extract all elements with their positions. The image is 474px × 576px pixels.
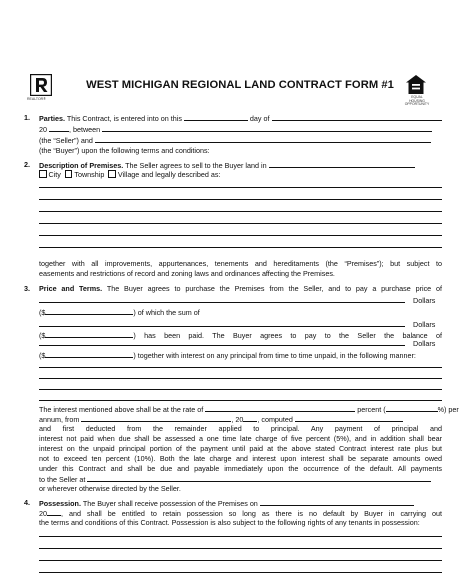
section-3-text: The interest mentioned above shall be at the rate of bbox=[39, 405, 204, 414]
section-4-line-2 bbox=[39, 508, 442, 518]
interest-start-date-field[interactable] bbox=[81, 414, 231, 422]
payment-terms-line[interactable] bbox=[39, 389, 442, 390]
section-3-text: ) together with interest on any principal from time to time unpaid, in the following manner: bbox=[133, 351, 416, 360]
city-checkbox[interactable] bbox=[39, 170, 47, 178]
legal-description-line[interactable] bbox=[39, 211, 442, 212]
section-3-text: to the Seller at bbox=[39, 475, 86, 484]
section-3-text: ($ bbox=[39, 308, 46, 317]
section-1-heading: Parties. bbox=[39, 114, 65, 123]
section-3-text: ) of which the sum of bbox=[133, 308, 200, 317]
legal-description-line[interactable] bbox=[39, 235, 442, 236]
section-3-text: ) has been paid. The Buyer agrees to pay to the Seller the balance of bbox=[133, 331, 442, 340]
legal-description-line[interactable] bbox=[39, 223, 442, 224]
section-3-line-4 bbox=[39, 350, 416, 360]
section-3-text: ($ bbox=[39, 331, 46, 340]
section-2-line-2 bbox=[39, 170, 220, 179]
section-2-text: The Seller agrees to sell to the Buyer land in bbox=[125, 161, 267, 170]
section-3-paragraph-6 bbox=[39, 474, 431, 484]
tenant-rights-line[interactable] bbox=[39, 548, 442, 549]
township-checkbox[interactable] bbox=[65, 170, 73, 178]
section-4-number: 4. bbox=[24, 498, 30, 507]
payment-terms-line[interactable] bbox=[39, 400, 442, 401]
section-3-text: , 20 bbox=[231, 415, 244, 424]
section-3-paragraph-1: and first deducted from the remainder applied to principal. Any payment of principal and bbox=[39, 424, 442, 433]
section-4-text: 20 bbox=[39, 509, 47, 518]
section-3-paragraph-2: interest not paid when due shall be assessed a one time late charge of five percent (5%), and in addition shall bear bbox=[39, 434, 442, 443]
payment-terms-line[interactable] bbox=[39, 378, 442, 379]
village-label: Village bbox=[117, 170, 140, 179]
dollars-label: Dollars bbox=[413, 320, 436, 329]
buyer-name-field[interactable] bbox=[95, 135, 431, 143]
section-1-line-1 bbox=[39, 113, 442, 123]
village-checkbox[interactable] bbox=[108, 170, 116, 178]
section-3-paragraph-7: or wherever otherwise directed by the Seller. bbox=[39, 484, 181, 493]
section-3-line-1 bbox=[39, 284, 442, 293]
section-1-number: 1. bbox=[24, 113, 30, 122]
section-3-interest-line-2 bbox=[39, 414, 403, 424]
payment-address-field[interactable] bbox=[87, 474, 431, 482]
tenant-rights-line[interactable] bbox=[39, 572, 442, 573]
amount-paid-words-field[interactable] bbox=[39, 326, 405, 327]
section-2-heading: Description of Premises. bbox=[39, 161, 124, 170]
contract-day-field[interactable] bbox=[184, 113, 248, 121]
balance-words-field[interactable] bbox=[39, 345, 405, 346]
interest-rate-words-field[interactable] bbox=[205, 404, 355, 412]
section-3-text: percent ( bbox=[357, 405, 386, 414]
dollars-label: Dollars bbox=[413, 339, 436, 348]
tenant-rights-line[interactable] bbox=[39, 536, 442, 537]
possession-year-field[interactable] bbox=[47, 508, 61, 516]
section-1-line-3 bbox=[39, 135, 431, 145]
section-1-text: , between bbox=[69, 125, 101, 134]
section-3-line-2 bbox=[39, 307, 200, 317]
land-location-field[interactable] bbox=[269, 160, 415, 168]
purchase-price-words-field[interactable] bbox=[39, 302, 405, 303]
section-2-line-1 bbox=[39, 160, 415, 170]
section-1-text: This Contract, is entered into on this bbox=[66, 114, 182, 123]
section-3-number: 3. bbox=[24, 284, 30, 293]
section-1-line-2 bbox=[39, 124, 432, 134]
possession-date-field[interactable] bbox=[260, 498, 414, 506]
section-3-paragraph-5: under this Contract and shall be due and payable immediately upon the occurrence of the default. All payments bbox=[39, 464, 442, 473]
equal-housing-icon bbox=[405, 74, 427, 96]
city-label: City bbox=[48, 170, 61, 179]
contract-month-field[interactable] bbox=[272, 113, 442, 121]
section-3-text: %) per bbox=[437, 405, 459, 414]
section-2-number: 2. bbox=[24, 160, 30, 169]
section-4-text: , and shall be entitled to retain possession so long as there is no default by Buyer in carrying out bbox=[61, 509, 442, 518]
interest-computation-field[interactable] bbox=[295, 414, 403, 422]
section-3-interest-line-1 bbox=[39, 404, 459, 414]
contract-year-field[interactable] bbox=[49, 124, 69, 132]
section-3-text: , computed bbox=[257, 415, 293, 424]
interest-rate-percent-field[interactable] bbox=[386, 404, 438, 412]
section-4-line-3: the terms and conditions of this Contract. Possession is also subject to the following rights of any tenants in possession: bbox=[39, 518, 420, 527]
section-1-text: day of bbox=[249, 114, 270, 123]
realtor-logo-caption: REALTOR® bbox=[27, 97, 46, 101]
purchase-price-amount-field[interactable] bbox=[45, 307, 133, 315]
section-4-line-1 bbox=[39, 498, 414, 508]
township-label: Township bbox=[74, 170, 105, 179]
section-2-line-4: easements and restrictions of record and zoning laws and ordinances affecting the Premises. bbox=[39, 269, 335, 278]
legal-description-line[interactable] bbox=[39, 187, 442, 188]
section-1-line-4: (the “Buyer”) upon the following terms and conditions: bbox=[39, 146, 210, 155]
equal-housing-caption: EQUAL HOUSING OPPORTUNITY bbox=[404, 95, 430, 107]
section-3-text: The Buyer agrees to purchase the Premises from the Seller, and to pay a purchase price of bbox=[106, 284, 443, 293]
section-3-text: ($ bbox=[39, 351, 46, 360]
legal-description-line[interactable] bbox=[39, 247, 442, 248]
section-3-text: annum, from bbox=[39, 415, 80, 424]
form-title: WEST MICHIGAN REGIONAL LAND CONTRACT FORM #1 bbox=[86, 79, 394, 91]
section-3-paragraph-4: not to exceed ten percent (10%). Both the late charge and interest upon interest shall be separate amounts owed bbox=[39, 454, 442, 463]
balance-amount-field[interactable] bbox=[45, 350, 133, 358]
seller-name-field[interactable] bbox=[102, 124, 432, 132]
legal-description-line[interactable] bbox=[39, 199, 442, 200]
section-2-text: and legally described as: bbox=[141, 170, 221, 179]
section-4-text: The Buyer shall receive possession of the Premises on bbox=[82, 499, 258, 508]
dollars-label: Dollars bbox=[413, 296, 436, 305]
section-4-heading: Possession. bbox=[39, 499, 81, 508]
payment-terms-line[interactable] bbox=[39, 367, 442, 368]
section-1-text: 20 bbox=[39, 125, 47, 134]
section-3-heading: Price and Terms. bbox=[39, 284, 103, 293]
section-2-line-3: together with all improvements, appurtenances, tenements and hereditaments (the “Premises”); but subject to bbox=[39, 259, 442, 268]
interest-start-year-field[interactable] bbox=[243, 414, 257, 422]
section-3-line-3 bbox=[39, 330, 442, 340]
section-1-text: (the “Seller”) and bbox=[39, 136, 93, 145]
tenant-rights-line[interactable] bbox=[39, 560, 442, 561]
amount-paid-field[interactable] bbox=[45, 330, 133, 338]
section-3-paragraph-3: interest on the unpaid principal portion of the payment until paid at the above stated Contract interest rate plus but bbox=[39, 444, 442, 453]
realtor-logo-icon bbox=[30, 74, 52, 96]
